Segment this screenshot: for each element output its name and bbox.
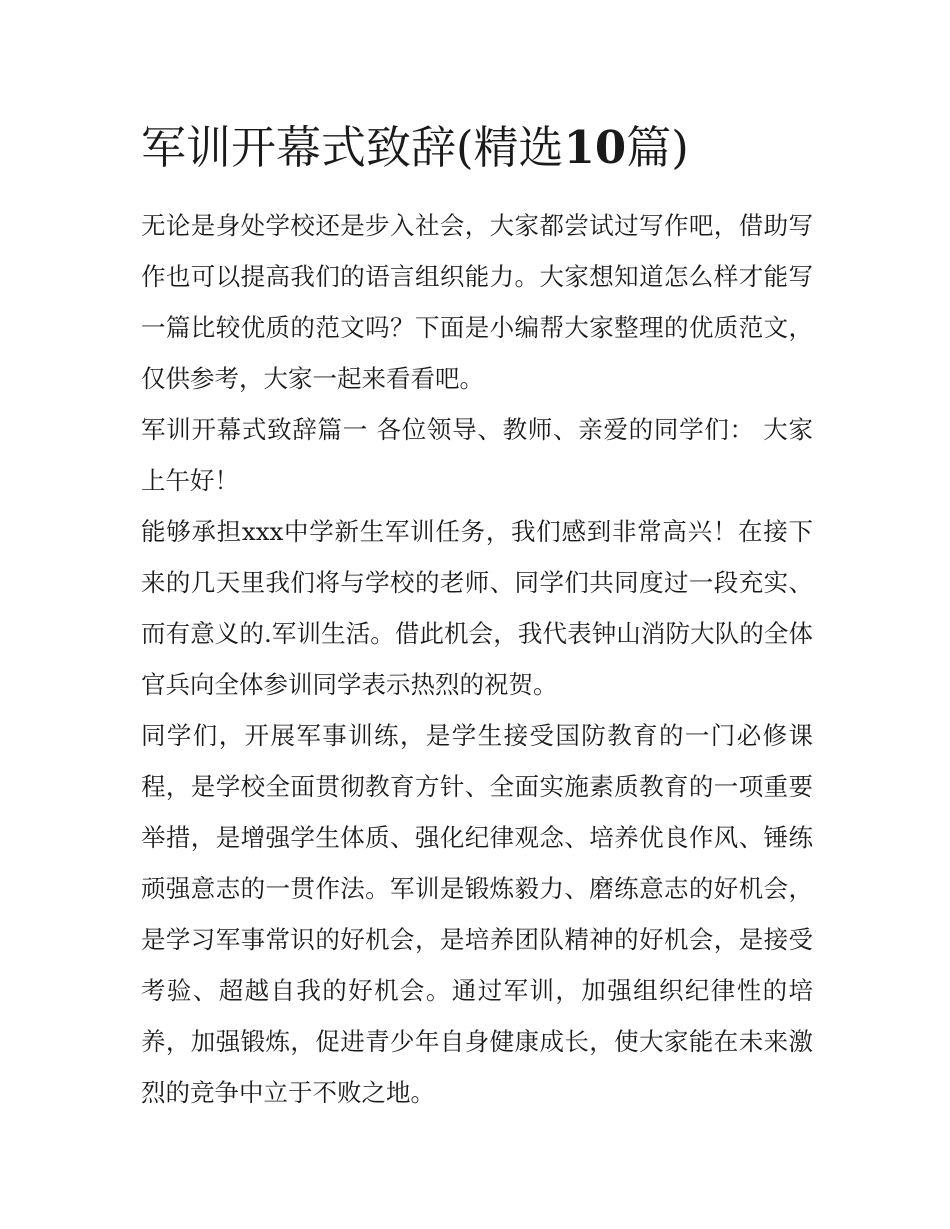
speech-body-paragraph: 同学们，开展军事训练，是学生接受国防教育的一门必修课程，是学校全面贯彻教育方针、全面实施素质教育的一项重要举措，是增强学生体质、强化纪律观念、培养优良作风、锤练顽强意志的一贯作法。军训是锻炼毅力、磨练意志的好机会，是学习军事常识的好机会，是培养团队精神的好机会，是接受考验、超越自我的好机会。通过军训，加强组织纪律性的培养，加强锻炼，促进青少年自身健康成长，使大家能在未来激烈的竞争中立于不败之地。 <box>141 721 813 1107</box>
title-prefix: 军训开幕式致辞(精选 <box>141 121 564 174</box>
document-page <box>141 118 813 1118</box>
speech-greeting-paragraph: 军训开幕式致辞篇一 各位领导、教师、亲爱的同学们： 大家上午好！ <box>141 415 813 495</box>
title-suffix: 篇) <box>626 121 689 174</box>
document-title <box>141 118 813 178</box>
intro-paragraph: 无论是身处学校还是步入社会，大家都尝试过写作吧，借助写作也可以提高我们的语言组织能力。大家想知道怎么样才能写一篇比较优质的范文吗？下面是小编帮大家整理的优质范文，仅供参考，大家一起来看看吧。 <box>141 211 813 393</box>
speech-opening-paragraph: 能够承担xxx中学新生军训任务，我们感到非常高兴！在接下来的几天里我们将与学校的老师、同学们共同度过一段充实、而有意义的.军训生活。借此机会，我代表钟山消防大队的全体官兵向全体参训同学表示热烈的祝贺。 <box>141 517 813 699</box>
title-number: 10 <box>563 121 627 174</box>
